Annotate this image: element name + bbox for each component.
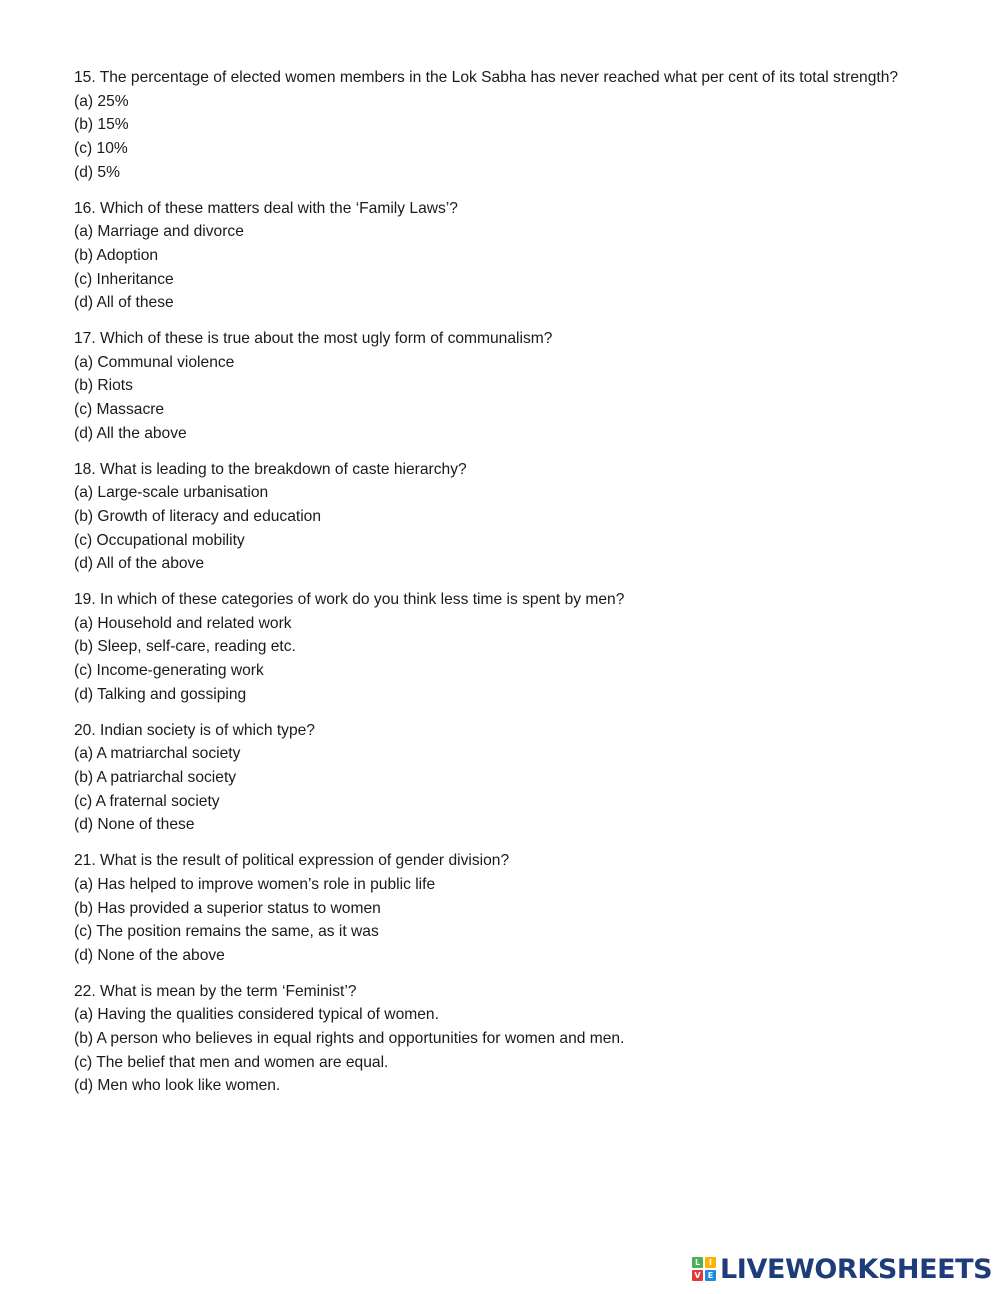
question-text: 16. Which of these matters deal with the ‘Family Laws’? [74, 199, 458, 217]
option-b: (b) A patriarchal society [74, 768, 237, 786]
question-20 [74, 719, 934, 838]
option-d: (d) Talking and gossiping [74, 685, 247, 703]
option-a: (a) Has helped to improve women’s role in public life [74, 875, 436, 893]
option-d: (d) All the above [74, 424, 187, 442]
option-a: (a) Large-scale urbanisation [74, 484, 269, 502]
worksheet [74, 66, 934, 1110]
option-a: (a) Having the qualities considered typical of women. [74, 1006, 439, 1024]
question-16 [74, 197, 934, 316]
option-c: (c) Income-generating work [74, 662, 264, 680]
option-b: (b) Growth of literacy and education [74, 507, 322, 525]
question-text: 19. In which of these categories of work do you think less time is spent by men? [74, 591, 625, 609]
logo-tile: E [705, 1270, 716, 1281]
option-c: (c) The belief that men and women are equal. [74, 1053, 389, 1071]
option-b: (b) Adoption [74, 246, 159, 264]
question-22 [74, 980, 934, 1099]
question-text: 17. Which of these is true about the most ugly form of communalism? [74, 330, 553, 348]
option-c: (c) The position remains the same, as it was [74, 923, 379, 941]
option-a: (a) Communal violence [74, 353, 235, 371]
option-c: (c) A fraternal society [74, 792, 220, 810]
liveworksheets-brand [692, 1252, 992, 1286]
liveworksheets-logo-icon [692, 1257, 716, 1281]
question-text: 18. What is leading to the breakdown of caste hierarchy? [74, 460, 467, 478]
question-text: 15. The percentage of elected women members in the Lok Sabha has never reached what per cent of its total strength? [74, 69, 899, 86]
question-text: 20. Indian society is of which type? [74, 721, 315, 739]
option-a: (a) A matriarchal society [74, 745, 241, 763]
option-c: (c) Occupational mobility [74, 531, 245, 549]
option-c: (c) Inheritance [74, 270, 174, 288]
brand-name: LIVEWORKSHEETS [720, 1253, 993, 1285]
option-c: (c) 10% [74, 140, 128, 158]
option-d: (d) Men who look like women. [74, 1077, 281, 1095]
question-text: 21. What is the result of political expression of gender division? [74, 852, 510, 870]
question-text: 22. What is mean by the term ‘Feminist’? [74, 982, 357, 1000]
question-15 [74, 66, 934, 185]
option-a: (a) Household and related work [74, 614, 292, 632]
question-19 [74, 588, 934, 707]
logo-tile: L [692, 1257, 703, 1268]
option-d: (d) 5% [74, 163, 120, 181]
logo-tile: V [692, 1270, 703, 1281]
option-d: (d) All of the above [74, 555, 205, 573]
option-a: (a) 25% [74, 92, 129, 110]
option-a: (a) Marriage and divorce [74, 223, 244, 241]
option-b: (b) Has provided a superior status to women [74, 899, 381, 917]
question-18 [74, 458, 934, 577]
option-b: (b) Riots [74, 377, 133, 395]
option-d: (d) None of these [74, 816, 195, 834]
question-21 [74, 849, 934, 968]
option-b: (b) A person who believes in equal rights and opportunities for women and men. [74, 1030, 625, 1048]
logo-tile: I [705, 1257, 716, 1268]
option-b: (b) 15% [74, 116, 129, 134]
option-b: (b) Sleep, self-care, reading etc. [74, 638, 296, 656]
option-d: (d) All of these [74, 294, 174, 312]
option-c: (c) Massacre [74, 401, 165, 419]
option-d: (d) None of the above [74, 946, 225, 964]
question-17 [74, 327, 934, 446]
